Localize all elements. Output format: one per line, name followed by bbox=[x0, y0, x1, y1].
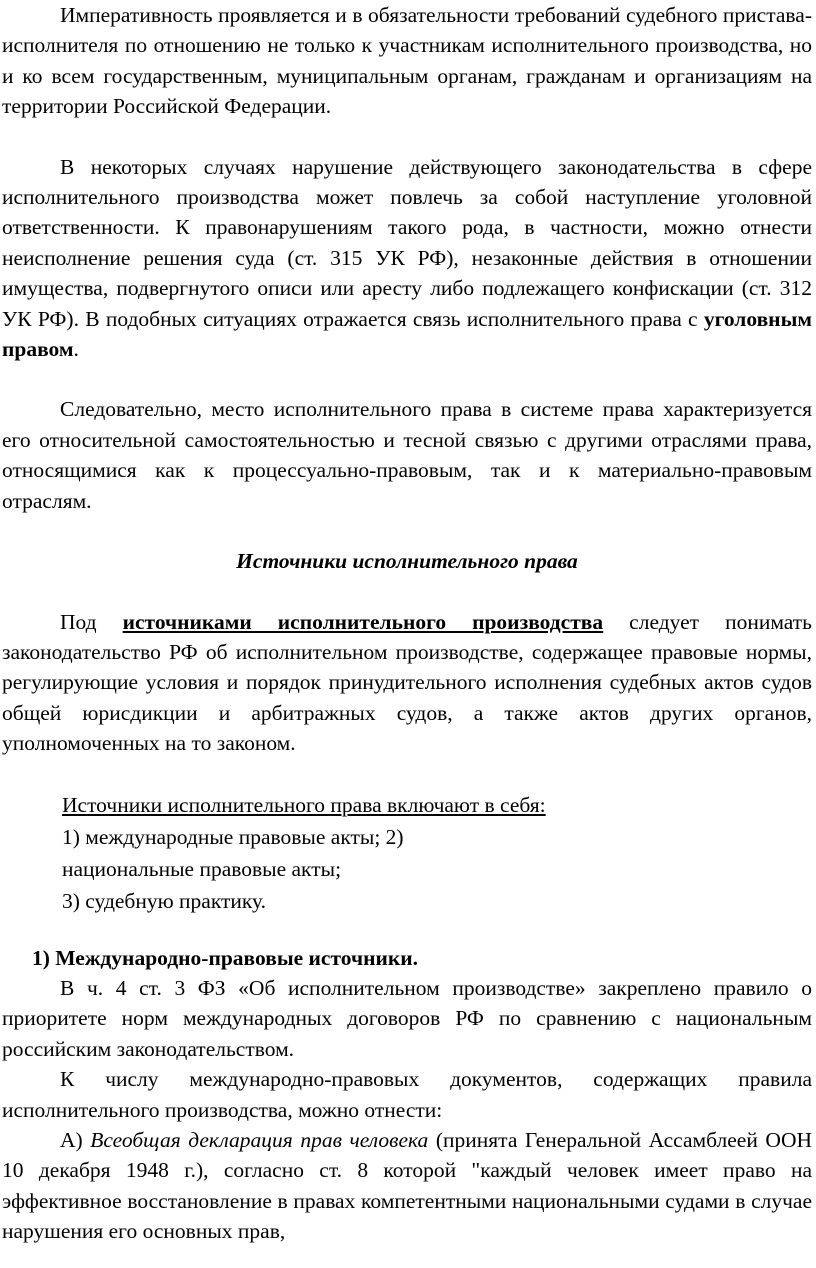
sources-list bbox=[2, 789, 812, 917]
bold-term-criminal-law: уголовным правом bbox=[2, 306, 812, 362]
paragraph-text: В некоторых случаях нарушение действующего законодательства в сфере исполнительного производства может повлечь за собой наступление уголовной ответственности. К правонарушениям такого рода, в частности, можно отнести неисполнение решения суда (ст. 315 УК РФ), незаконные действия в отношении имущества, подвергнутого описи или аресту либо подлежащего конфискации (ст. 312 УК РФ). В подобных ситуациях отражается связь исполнительного права с bbox=[2, 154, 812, 331]
paragraph-text: А) bbox=[60, 1127, 91, 1152]
section-heading: Источники исполнительного права bbox=[236, 549, 578, 574]
spacer bbox=[2, 122, 812, 152]
paragraph-text: . bbox=[73, 337, 79, 362]
spacer bbox=[2, 917, 812, 943]
spacer bbox=[2, 759, 812, 789]
italic-title: Всеобщая декларация прав человека bbox=[90, 1127, 429, 1152]
list-intro: Источники исполнительного права включают в себя: bbox=[62, 792, 546, 817]
paragraph-conclusion: Следовательно, место исполнительного права в системе права характеризуется его относительной самостоятельностью и тесной связью с другими отраслями права, относящимися как к процессуально-правовым, так и к материально-правовым отраслям. bbox=[2, 397, 812, 513]
underlined-term: источниками исполнительного производства bbox=[122, 609, 604, 634]
spacer bbox=[2, 577, 812, 607]
paragraph-text: Под bbox=[60, 609, 123, 634]
paragraph-imperativeness: Императивность проявляется и в обязательности требований судебного пристава-исполнителя по отношению не только к участникам исполнительного производства, но и ко всем государственным, муниципальным органам, гражданам и организациям на территории Российской Федерации. bbox=[2, 3, 812, 119]
subsection-heading: 1) Международно-правовые источники. bbox=[32, 945, 418, 970]
spacer bbox=[2, 364, 812, 394]
paragraph-text: следует понимать законодательство РФ об исполнительном производстве, содержащее правовые нормы, регулирующие условия и порядок принудительного исполнения судебных актов судов общей юрисдикции и арбитражных судов, а также актов других органов, уполномоченных на то законом. bbox=[2, 609, 812, 756]
list-item: 1) международные правовые акты; 2) bbox=[62, 824, 404, 849]
paragraph-declaration bbox=[2, 1125, 812, 1247]
paragraph-priority: В ч. 4 ст. 3 ФЗ «Об исполнительном производстве» закреплено правило о приоритете норм международных договоров РФ по сравнению с национальным российским законодательством. bbox=[2, 975, 812, 1061]
paragraph-documents: К числу международно-правовых документов, содержащих правила исполнительного производства, можно отнести: bbox=[2, 1067, 812, 1122]
paragraph-text: (принята Генеральной Ассамблеей ООН 10 декабря 1948 г.), согласно ст. 8 которой "каждый человек имеет право на эффективное восстановление в правах компетентными национальными судами в случае нарушения его основных прав, bbox=[2, 1127, 812, 1244]
list-item: национальные правовые акты; bbox=[62, 856, 342, 881]
paragraph-sources-definition bbox=[2, 607, 812, 759]
spacer bbox=[2, 516, 812, 546]
paragraph-criminal-liability bbox=[2, 152, 812, 365]
list-item: 3) судебную практику. bbox=[62, 888, 267, 913]
